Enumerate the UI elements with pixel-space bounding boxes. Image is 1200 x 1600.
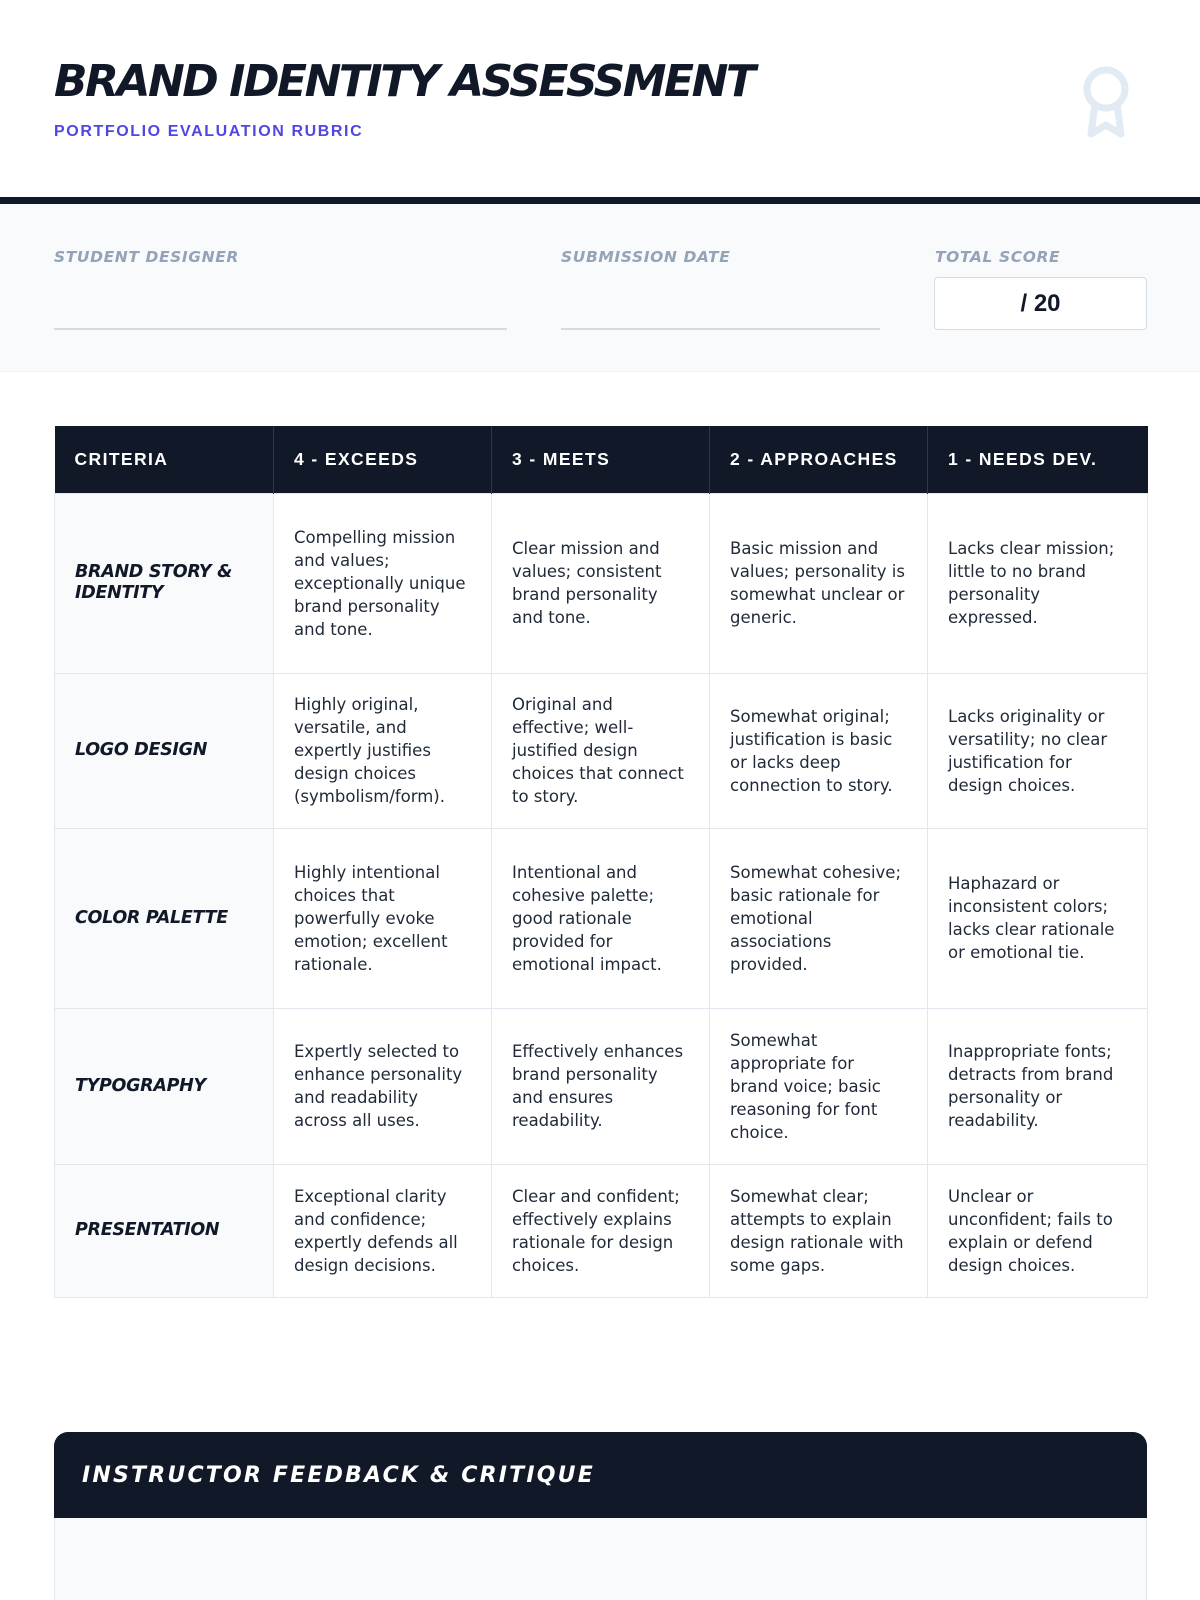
rubric-cell: Effectively enhances brand personality and ensures readability. [492, 1008, 710, 1164]
total-score-box[interactable] [934, 277, 1147, 330]
award-ribbon-icon [1080, 62, 1136, 140]
criterion-cell: TYPOGRAPHY [55, 1008, 274, 1164]
header-criteria: CRITERIA [55, 426, 274, 493]
feedback-text-area[interactable] [54, 1518, 1147, 1600]
rubric-header-row [55, 426, 1148, 493]
rubric-cell: Highly original, versatile, and expertly justifies design choices (symbolism/form). [274, 673, 492, 828]
criterion-cell: PRESENTATION [55, 1164, 274, 1297]
total-score-label: TOTAL SCORE [935, 248, 1061, 266]
table-row [55, 493, 1148, 673]
rubric-cell: Lacks clear mission; little to no brand personality expressed. [928, 493, 1148, 673]
rubric-table [54, 426, 1148, 1298]
page-header [0, 0, 1200, 197]
table-row [55, 828, 1148, 1008]
rubric-cell: Exceptional clarity and confidence; expertly defends all design decisions. [274, 1164, 492, 1297]
criterion-cell: COLOR PALETTE [55, 828, 274, 1008]
rubric-cell: Haphazard or inconsistent colors; lacks clear rationale or emotional tie. [928, 828, 1148, 1008]
rubric-cell: Intentional and cohesive palette; good rationale provided for emotional impact. [492, 828, 710, 1008]
feedback-title: INSTRUCTOR FEEDBACK & CRITIQUE [82, 1462, 595, 1488]
student-designer-field[interactable] [54, 328, 507, 330]
page-subtitle: PORTFOLIO EVALUATION RUBRIC [54, 123, 364, 140]
student-designer-label: STUDENT DESIGNER [54, 248, 239, 266]
rubric-cell: Lacks originality or versatility; no clear justification for design choices. [928, 673, 1148, 828]
table-row [55, 1164, 1148, 1297]
table-row [55, 1008, 1148, 1164]
rubric-cell: Clear mission and values; consistent brand personality and tone. [492, 493, 710, 673]
header-meets: 3 - MEETS [492, 426, 710, 493]
student-info-band [0, 204, 1200, 372]
page-title: BRAND IDENTITY ASSESSMENT [54, 56, 754, 107]
rubric-cell: Somewhat cohesive; basic rationale for emotional associations provided. [710, 828, 928, 1008]
rubric-cell: Clear and confident; effectively explains rationale for design choices. [492, 1164, 710, 1297]
submission-date-label: SUBMISSION DATE [561, 248, 731, 266]
rubric-cell: Original and effective; well-justified design choices that connect to story. [492, 673, 710, 828]
header-divider [0, 197, 1200, 204]
criterion-cell: LOGO DESIGN [55, 673, 274, 828]
header-approaches: 2 - APPROACHES [710, 426, 928, 493]
rubric-cell: Highly intentional choices that powerfully evoke emotion; excellent rationale. [274, 828, 492, 1008]
rubric-cell: Somewhat appropriate for brand voice; basic reasoning for font choice. [710, 1008, 928, 1164]
rubric-cell: Somewhat clear; attempts to explain design rationale with some gaps. [710, 1164, 928, 1297]
rubric-cell: Inappropriate fonts; detracts from brand personality or readability. [928, 1008, 1148, 1164]
table-row [55, 673, 1148, 828]
feedback-panel-header [54, 1432, 1147, 1518]
rubric-cell: Compelling mission and values; exceptionally unique brand personality and tone. [274, 493, 492, 673]
criterion-cell: BRAND STORY & IDENTITY [55, 493, 274, 673]
submission-date-field[interactable] [561, 328, 880, 330]
header-exceeds: 4 - EXCEEDS [274, 426, 492, 493]
rubric-cell: Expertly selected to enhance personality and readability across all uses. [274, 1008, 492, 1164]
header-needs-dev: 1 - NEEDS DEV. [928, 426, 1148, 493]
rubric-cell: Basic mission and values; personality is somewhat unclear or generic. [710, 493, 928, 673]
rubric-cell: Somewhat original; justification is basic or lacks deep connection to story. [710, 673, 928, 828]
total-score-value: / 20 [1020, 289, 1061, 317]
rubric-cell: Unclear or unconfident; fails to explain or defend design choices. [928, 1164, 1148, 1297]
